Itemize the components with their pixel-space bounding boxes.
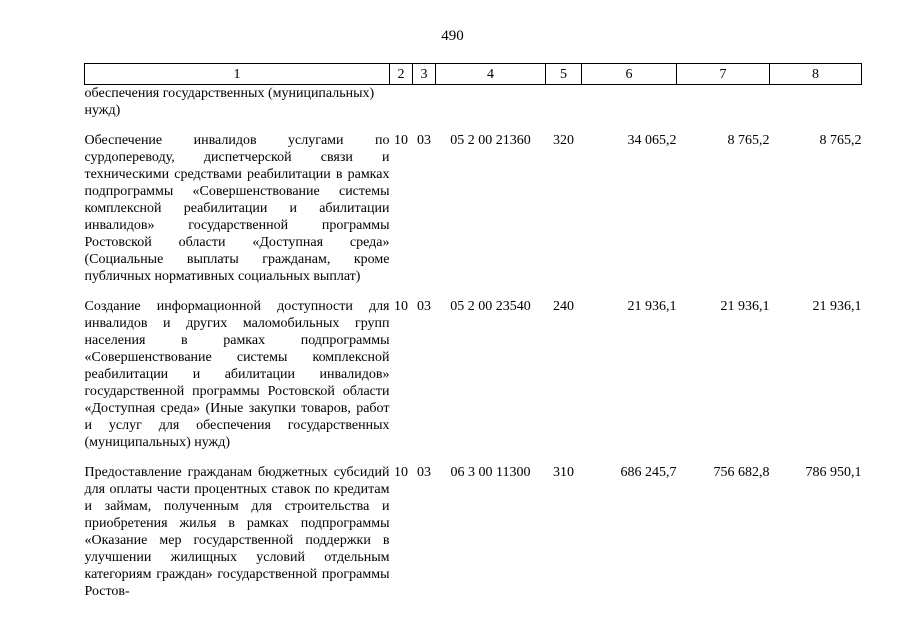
row-amount-3: 21 936,1	[812, 299, 862, 314]
row-target-article: 05 2 00 21360	[450, 133, 531, 148]
row-section: 10	[394, 465, 408, 480]
row-target-article: 06 3 00 11300	[450, 465, 531, 480]
table-row	[85, 298, 862, 464]
row-expense-type: 320	[553, 133, 574, 148]
row-amount-1: 686 245,7	[620, 465, 677, 480]
column-header: 1	[85, 64, 390, 85]
row-description: Обеспечение инвалидов услугами по сурдопереводу, диспетчерской связи и техническими средствами реабилитации в рамках подпрограммы «Совершенствование системы комплексной реабилитации и абилитации инвалидов» государственной программы Ростовской области «Доступная среда» (Социальные выплаты гражданам, кроме публичных нормативных социальных выплат)	[84, 133, 390, 284]
table-row	[85, 464, 862, 613]
row-description: Предоставление гражданам бюджетных субсидий для оплаты части процентных ставок по кредитам и займам, полученным для строительства и приобретения жилья в рамках подпрограммы «Оказание мер государственной поддержки в улучшении жилищных условий отдельным категориям граждан» государственной программы Ростов-	[84, 465, 390, 599]
page-number: 490	[441, 28, 464, 44]
continuation-row	[85, 85, 862, 133]
row-amount-3: 786 950,1	[805, 465, 862, 480]
column-header: 3	[413, 64, 436, 85]
row-amount-1: 34 065,2	[627, 133, 677, 148]
row-amount-1: 21 936,1	[627, 299, 677, 314]
continuation-text: обеспечения государственных (муниципальных) нужд)	[84, 86, 375, 118]
row-section: 10	[394, 133, 408, 148]
budget-table	[84, 63, 862, 613]
row-section: 10	[394, 299, 408, 314]
row-description: Создание информационной доступности для инвалидов и других маломобильных групп населения в рамках подпрограммы «Совершенствование системы комплексной реабилитации и абилитации инвалидов» государственной программы Ростовской области «Доступная среда» (Иные закупки товаров, работ и услуг для обеспечения государственных (муниципальных) нужд)	[84, 299, 390, 450]
row-amount-2: 8 765,2	[727, 133, 770, 148]
column-header: 2	[390, 64, 413, 85]
row-target-article: 05 2 00 23540	[450, 299, 531, 314]
column-header: 8	[770, 64, 862, 85]
table-header-row	[85, 64, 862, 85]
row-amount-2: 21 936,1	[720, 299, 770, 314]
column-header: 4	[436, 64, 546, 85]
table-row	[85, 132, 862, 298]
column-header: 7	[677, 64, 770, 85]
row-subsection: 03	[417, 299, 431, 314]
row-expense-type: 240	[553, 299, 574, 314]
column-header: 6	[582, 64, 677, 85]
row-amount-3: 8 765,2	[819, 133, 862, 148]
row-subsection: 03	[417, 133, 431, 148]
row-amount-2: 756 682,8	[713, 465, 770, 480]
column-header: 5	[546, 64, 582, 85]
row-expense-type: 310	[553, 465, 574, 480]
row-subsection: 03	[417, 465, 431, 480]
